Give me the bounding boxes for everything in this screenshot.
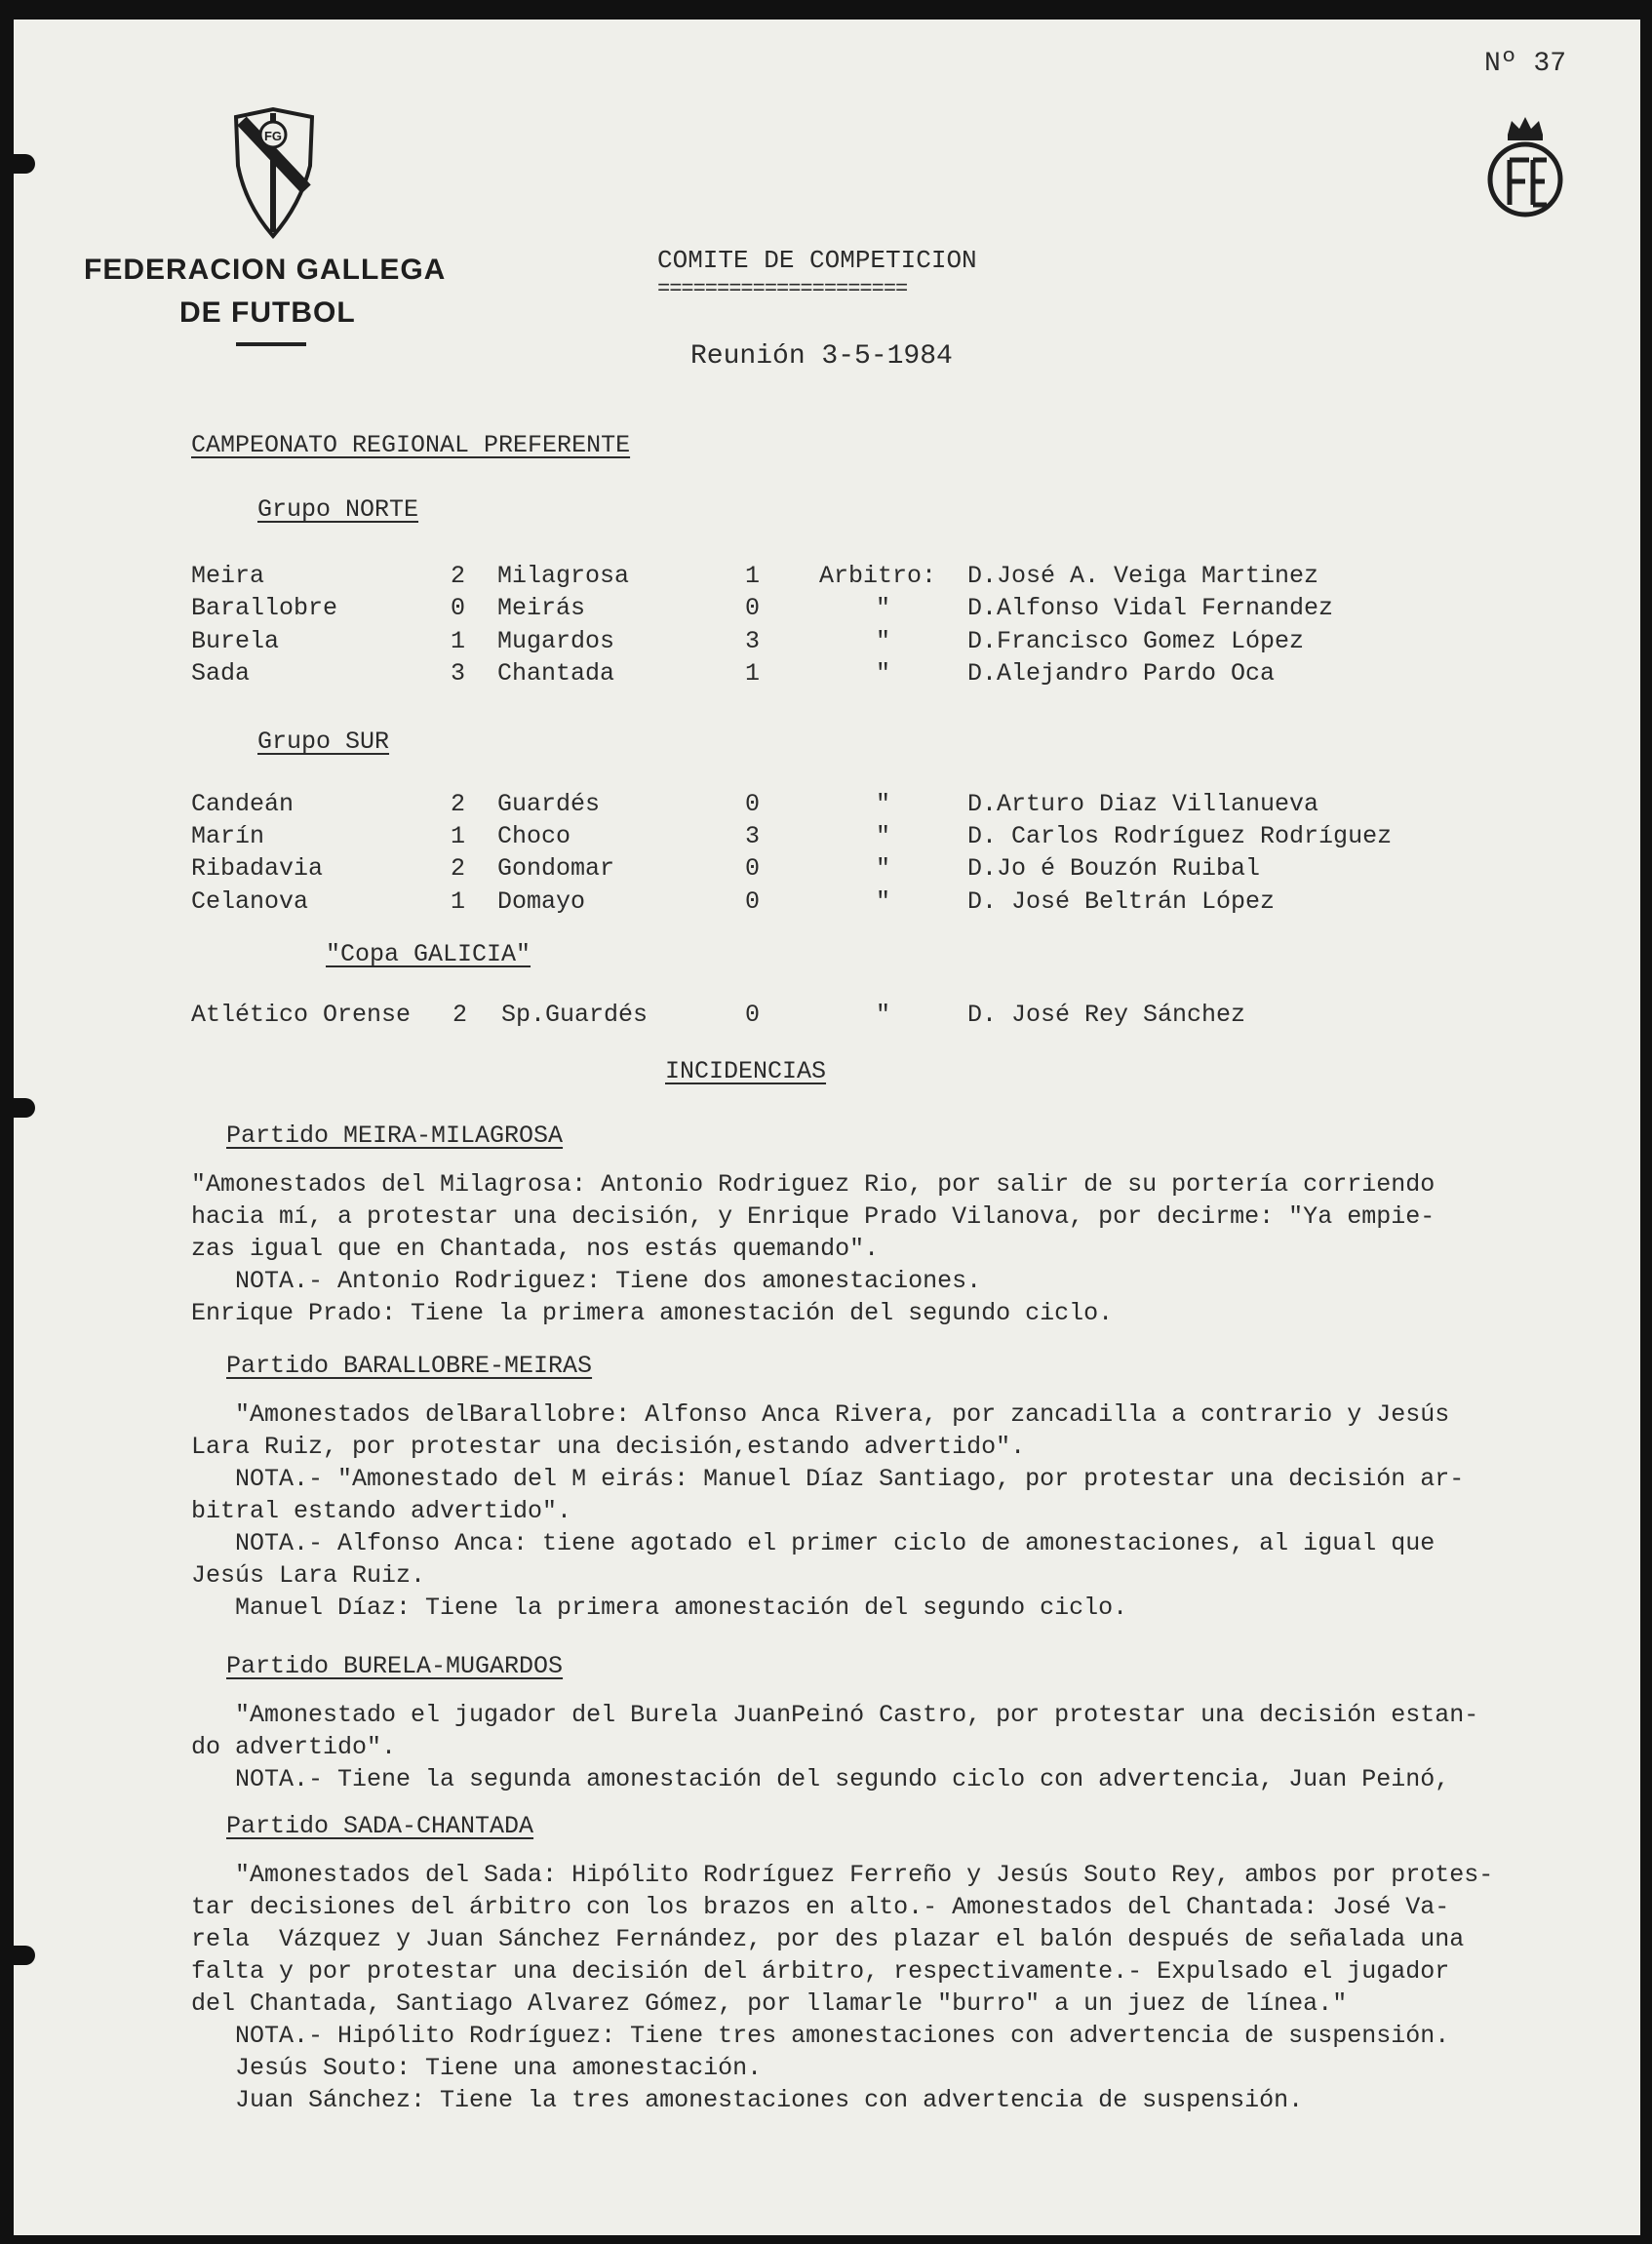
incident-line: "Amonestados delBarallobre: Alfonso Anca Rivera, por zancadilla a contrario y Jesús bbox=[191, 1400, 1450, 1429]
away-team: Sp.Guardés bbox=[501, 1001, 649, 1029]
incident-line: NOTA.- Hipólito Rodríguez: Tiene tres amonestaciones con advertencia de suspensión. bbox=[191, 2022, 1450, 2050]
committee-title: COMITE DE COMPETICION bbox=[657, 246, 977, 275]
group-north-heading: Grupo NORTE bbox=[257, 495, 419, 524]
home-team: Sada bbox=[191, 659, 251, 688]
home-team: Atlético Orense bbox=[191, 1001, 412, 1029]
referee-label: " bbox=[876, 887, 891, 916]
away-score: 3 bbox=[745, 822, 761, 850]
referee-label: " bbox=[876, 594, 891, 622]
punch-hole bbox=[14, 1098, 35, 1118]
incident-line: bitral estando advertido". bbox=[191, 1497, 572, 1525]
home-score: 2 bbox=[452, 1001, 468, 1029]
referee-name: D.Francisco Gomez López bbox=[967, 627, 1305, 655]
referee-label: " bbox=[876, 659, 891, 688]
incident-line: "Amonestado el jugador del Burela JuanPeinó Castro, por protestar una decisión estan- bbox=[191, 1701, 1479, 1729]
home-score: 2 bbox=[451, 790, 466, 818]
incident-body bbox=[191, 1859, 1615, 2116]
incident-line: NOTA.- "Amonestado del M eirás: Manuel Díaz Santiago, por protestar una decisión ar- bbox=[191, 1465, 1465, 1493]
home-team: Candeán bbox=[191, 790, 295, 818]
federation-crest-logo bbox=[230, 105, 318, 242]
punch-hole bbox=[14, 1946, 35, 1965]
referee-name: D. José Rey Sánchez bbox=[967, 1001, 1246, 1029]
referee-label: " bbox=[876, 854, 891, 883]
home-team: Meira bbox=[191, 562, 265, 590]
referee-name: D.Alfonso Vidal Fernandez bbox=[967, 594, 1334, 622]
incident-line: tar decisiones del árbitro con los brazos en alto.- Amonestados del Chantada: José Va- bbox=[191, 1893, 1450, 1921]
incident-body bbox=[191, 1699, 1615, 1795]
header-rule bbox=[236, 342, 306, 346]
rfef-crest-logo bbox=[1484, 113, 1566, 220]
incident-line: hacia mí, a protestar una decisión, y Enrique Prado Vilanova, por decirme: "Ya empie- bbox=[191, 1202, 1436, 1231]
incident-body bbox=[191, 1398, 1615, 1624]
incident-line: Jesús Lara Ruiz. bbox=[191, 1561, 426, 1590]
referee-name: D.José A. Veiga Martinez bbox=[967, 562, 1319, 590]
incident-line: del Chantada, Santiago Alvarez Gómez, por llamarle "burro" a un juez de línea." bbox=[191, 1989, 1348, 2018]
away-score: 0 bbox=[745, 790, 761, 818]
referee-name: D.Alejandro Pardo Oca bbox=[967, 659, 1276, 688]
away-team: Domayo bbox=[497, 887, 586, 916]
referee-name: D.Arturo Diaz Villanueva bbox=[967, 790, 1319, 818]
incidents-heading: INCIDENCIAS bbox=[665, 1057, 827, 1085]
away-score: 1 bbox=[745, 659, 761, 688]
home-score: 1 bbox=[451, 627, 466, 655]
away-team: Gondomar bbox=[497, 854, 615, 883]
incident-line: do advertido". bbox=[191, 1733, 397, 1761]
referee-name: D. José Beltrán López bbox=[967, 887, 1276, 916]
referee-name: D. Carlos Rodríguez Rodríguez bbox=[967, 822, 1393, 850]
incident-line: Lara Ruiz, por protestar una decisión,estando advertido". bbox=[191, 1433, 1026, 1461]
referee-label: " bbox=[876, 822, 891, 850]
away-team: Mugardos bbox=[497, 627, 615, 655]
punch-hole bbox=[14, 154, 35, 174]
incident-line: "Amonestados del Milagrosa: Antonio Rodriguez Rio, por salir de su portería corriendo bbox=[191, 1170, 1436, 1199]
incident-title: Partido BURELA-MUGARDOS bbox=[226, 1652, 564, 1680]
document-number: Nº 37 bbox=[1484, 49, 1567, 79]
svg-text:FG: FG bbox=[263, 129, 283, 143]
away-score: 0 bbox=[745, 854, 761, 883]
incident-title: Partido MEIRA-MILAGROSA bbox=[226, 1122, 564, 1150]
home-team: Celanova bbox=[191, 887, 309, 916]
home-score: 2 bbox=[451, 562, 466, 590]
away-team: Choco bbox=[497, 822, 571, 850]
meeting-date: Reunión 3-5-1984 bbox=[690, 341, 953, 372]
group-south-heading: Grupo SUR bbox=[257, 728, 390, 756]
incident-line: falta y por protestar una decisión del árbitro, respectivamente.- Expulsado el jugador bbox=[191, 1957, 1450, 1986]
incident-body bbox=[191, 1168, 1615, 1329]
referee-label: Arbitro: bbox=[819, 562, 937, 590]
away-team: Chantada bbox=[497, 659, 615, 688]
home-score: 3 bbox=[451, 659, 466, 688]
incident-title: Partido SADA-CHANTADA bbox=[226, 1812, 534, 1840]
home-score: 0 bbox=[451, 594, 466, 622]
away-score: 3 bbox=[745, 627, 761, 655]
home-score: 2 bbox=[451, 854, 466, 883]
home-score: 1 bbox=[451, 822, 466, 850]
away-team: Guardés bbox=[497, 790, 601, 818]
incident-line: NOTA.- Tiene la segunda amonestación del segundo ciclo con advertencia, Juan Peinó, bbox=[191, 1765, 1450, 1793]
cup-heading: "Copa GALICIA" bbox=[326, 940, 531, 968]
committee-title-rule: ===================== bbox=[657, 277, 908, 301]
incident-line: Enrique Prado: Tiene la primera amonestación del segundo ciclo. bbox=[191, 1299, 1114, 1327]
away-score: 0 bbox=[745, 887, 761, 916]
home-team: Barallobre bbox=[191, 594, 338, 622]
incident-line: zas igual que en Chantada, nos estás quemando". bbox=[191, 1235, 880, 1263]
away-team: Meirás bbox=[497, 594, 586, 622]
championship-title: CAMPEONATO REGIONAL PREFERENTE bbox=[191, 431, 631, 459]
home-score: 1 bbox=[451, 887, 466, 916]
incident-line: Jesús Souto: Tiene una amonestación. bbox=[191, 2054, 763, 2082]
away-score: 0 bbox=[745, 594, 761, 622]
incident-line: rela Vázquez y Juan Sánchez Fernández, por des plazar el balón después de señalada una bbox=[191, 1925, 1465, 1953]
incident-line: NOTA.- Antonio Rodriguez: Tiene dos amonestaciones. bbox=[191, 1267, 982, 1295]
home-team: Burela bbox=[191, 627, 280, 655]
document-page bbox=[14, 20, 1640, 2235]
incident-title: Partido BARALLOBRE-MEIRAS bbox=[226, 1352, 593, 1380]
home-team: Marín bbox=[191, 822, 265, 850]
home-team: Ribadavia bbox=[191, 854, 324, 883]
federation-name-line1: FEDERACION GALLEGA bbox=[84, 254, 447, 286]
incident-line: Juan Sánchez: Tiene la tres amonestaciones con advertencia de suspensión. bbox=[191, 2086, 1304, 2114]
away-score: 1 bbox=[745, 562, 761, 590]
federation-name-line2: DE FUTBOL bbox=[179, 296, 356, 329]
away-score: 0 bbox=[745, 1001, 761, 1029]
referee-label: " bbox=[876, 1001, 891, 1029]
referee-name: D.Jo é Bouzón Ruibal bbox=[967, 854, 1261, 883]
incident-line: Manuel Díaz: Tiene la primera amonestación del segundo ciclo. bbox=[191, 1594, 1128, 1622]
incident-line: "Amonestados del Sada: Hipólito Rodríguez Ferreño y Jesús Souto Rey, ambos por protes- bbox=[191, 1861, 1494, 1889]
incident-line: NOTA.- Alfonso Anca: tiene agotado el primer ciclo de amonestaciones, al igual que bbox=[191, 1529, 1436, 1557]
referee-label: " bbox=[876, 790, 891, 818]
referee-label: " bbox=[876, 627, 891, 655]
away-team: Milagrosa bbox=[497, 562, 630, 590]
